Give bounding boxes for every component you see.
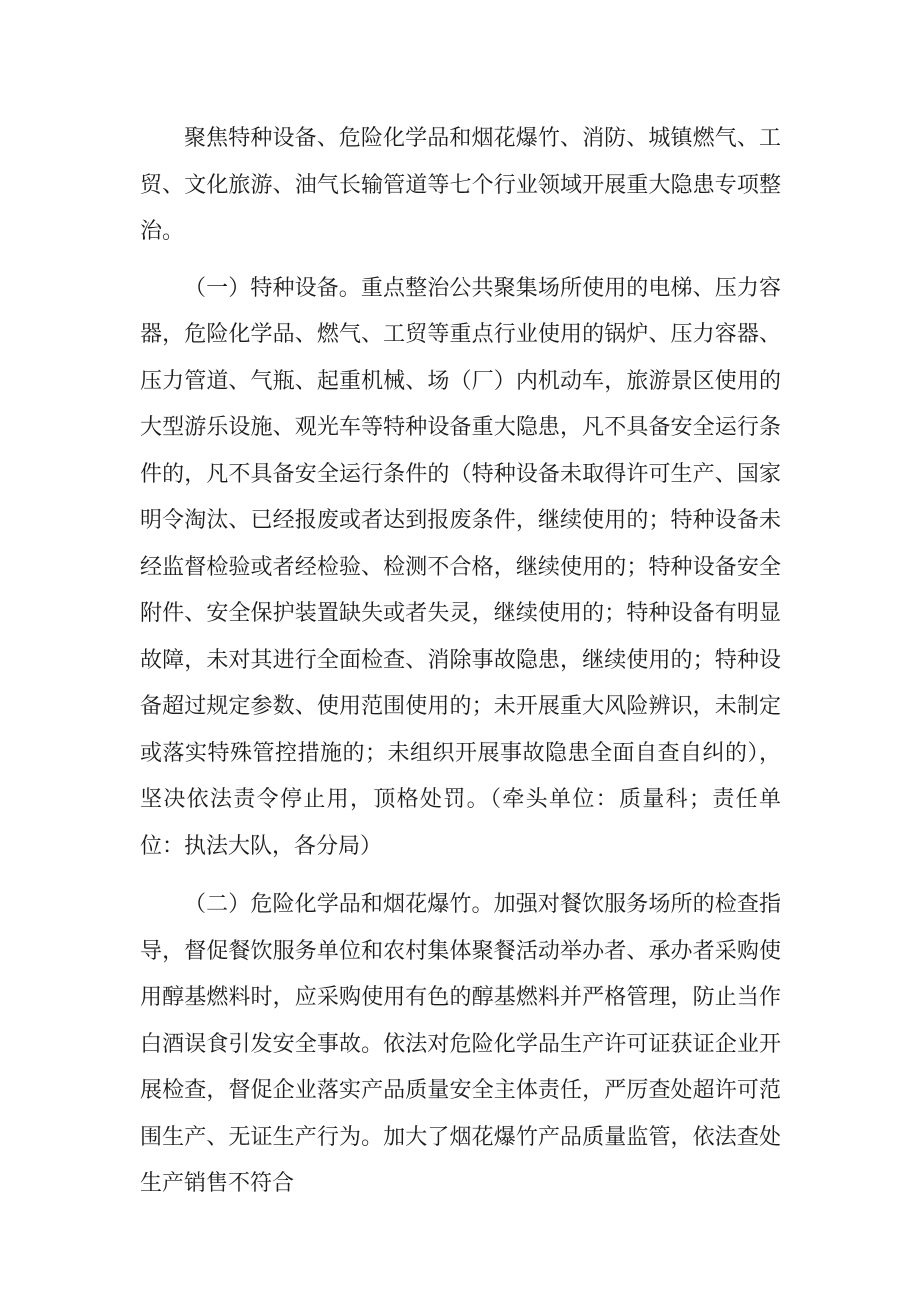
paragraph-hazardous-chemicals: （二）危险化学品和烟花爆竹。加强对餐饮服务场所的检查指导，督促餐饮服务单位和农村集体聚餐活动举办者、承办者采购使用醇基燃料时，应采购使用有色的醇基燃料并严格管理，防止当作白酒误食引发安全事故。依法对危险化学品生产许可证获证企业开展检查，督促企业落实产品质量安全主体责任，严厉查处超许可范围生产、无证生产行为。加大了烟花爆竹产品质量监管，依法查处生产销售不符合: [140, 892, 781, 1196]
paragraph-intro: 聚焦特种设备、危险化学品和烟花爆竹、消防、城镇燃气、工贸、文化旅游、油气长输管道等七个行业领域开展重大隐患专项整治。: [140, 126, 781, 244]
document-body: [140, 116, 781, 1208]
paragraph-special-equipment: （一）特种设备。重点整治公共聚集场所使用的电梯、压力容器，危险化学品、燃气、工贸等重点行业使用的锅炉、压力容器、压力管道、气瓶、起重机械、场（厂）内机动车，旅游景区使用的大型游乐设施、观光车等特种设备重大隐患，凡不具备安全运行条件的，凡不具备安全运行条件的（特种设备未取得许可生产、国家明令淘汰、已经报废或者达到报废条件，继续使用的；特种设备未经监督检验或者经检验、检测不合格，继续使用的；特种设备安全附件、安全保护装置缺失或者失灵，继续使用的；特种设备有明显故障，未对其进行全面检查、消除事故隐患，继续使用的；特种设备超过规定参数、使用范围使用的；未开展重大风险辨识，未制定或落实特殊管控措施的；未组织开展事故隐患全面自查自纠的），坚决依法责令停止用，顶格处罚。（牵头单位：质量科；责任单位：执法大队，各分局）: [140, 275, 781, 859]
